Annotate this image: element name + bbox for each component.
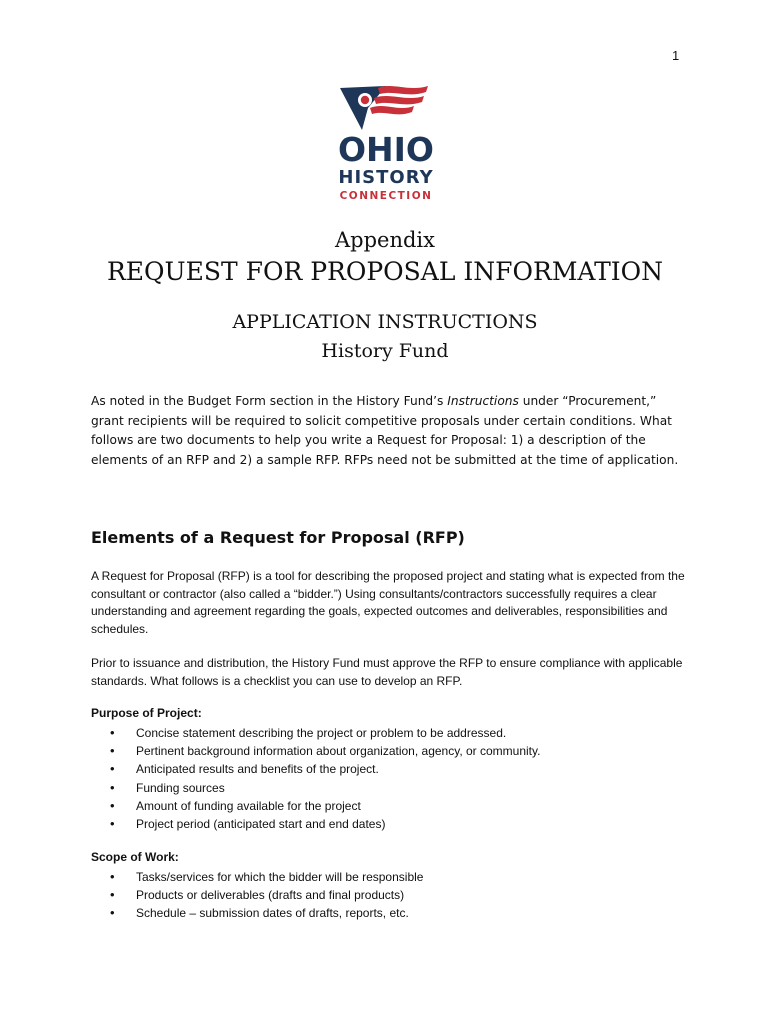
instructions-heading: APPLICATION INSTRUCTIONS (232, 311, 538, 333)
appendix-heading: Appendix (334, 228, 435, 252)
list-item: • Schedule – submission dates of drafts, reports, etc. (110, 904, 423, 922)
list-item: • Concise statement describing the project or problem to be addressed. (110, 724, 540, 742)
flag-icon (338, 82, 434, 132)
section-title: Elements of a Request for Proposal (RFP) (91, 528, 465, 547)
scope-title: Scope of Work: (91, 850, 179, 864)
fund-heading: History Fund (321, 340, 449, 362)
rfp-description-paragraph: A Request for Proposal (RFP) is a tool for describing the proposed project and stating what is expected from the consultant or contractor (also called a “bidder.”) Using consultants/contractors successfully requires a clear understanding and agreement regarding the goals, expected outcomes and deliverables, responsibilities and schedules. (91, 569, 685, 636)
list-item: • Amount of funding available for the project (110, 797, 540, 815)
list-item: • Anticipated results and benefits of the project. (110, 760, 540, 778)
intro-paragraph (91, 392, 691, 470)
scope-list (110, 868, 423, 923)
ohio-history-connection-logo (322, 82, 450, 210)
document-title: REQUEST FOR PROPOSAL INFORMATION (106, 257, 664, 286)
page-number: 1 (672, 48, 680, 63)
purpose-title: Purpose of Project: (91, 706, 202, 720)
purpose-list (110, 724, 540, 833)
logo-ohio-text: OHIO (337, 130, 434, 169)
approval-paragraph: Prior to issuance and distribution, the History Fund must approve the RFP to ensure compliance with applicable standards. What follows is a checklist you can use to develop an RFP. (91, 656, 683, 688)
list-item: • Funding sources (110, 779, 540, 797)
list-item: • Products or deliverables (drafts and final products) (110, 886, 423, 904)
intro-italic-text: Instructions (447, 394, 519, 408)
list-item: • Pertinent background information about organization, agency, or community. (110, 742, 540, 760)
list-item: • Tasks/services for which the bidder will be responsible (110, 868, 423, 886)
list-item: • Project period (anticipated start and end dates) (110, 815, 540, 833)
logo-connection-text: CONNECTION (339, 190, 433, 202)
intro-text-start: As noted in the Budget Form section in the History Fund’s (91, 394, 448, 408)
intro-text-end: under “Procurement,” grant recipients will be required to solicit competitive proposals under certain conditions. What follows are two documents to help you write a Request for Proposal: 1) a description of the elements of an RFP and 2) a sample RFP. RFPs need not be submitted at the time of application. (91, 394, 679, 467)
logo-history-text: HISTORY (338, 167, 434, 188)
